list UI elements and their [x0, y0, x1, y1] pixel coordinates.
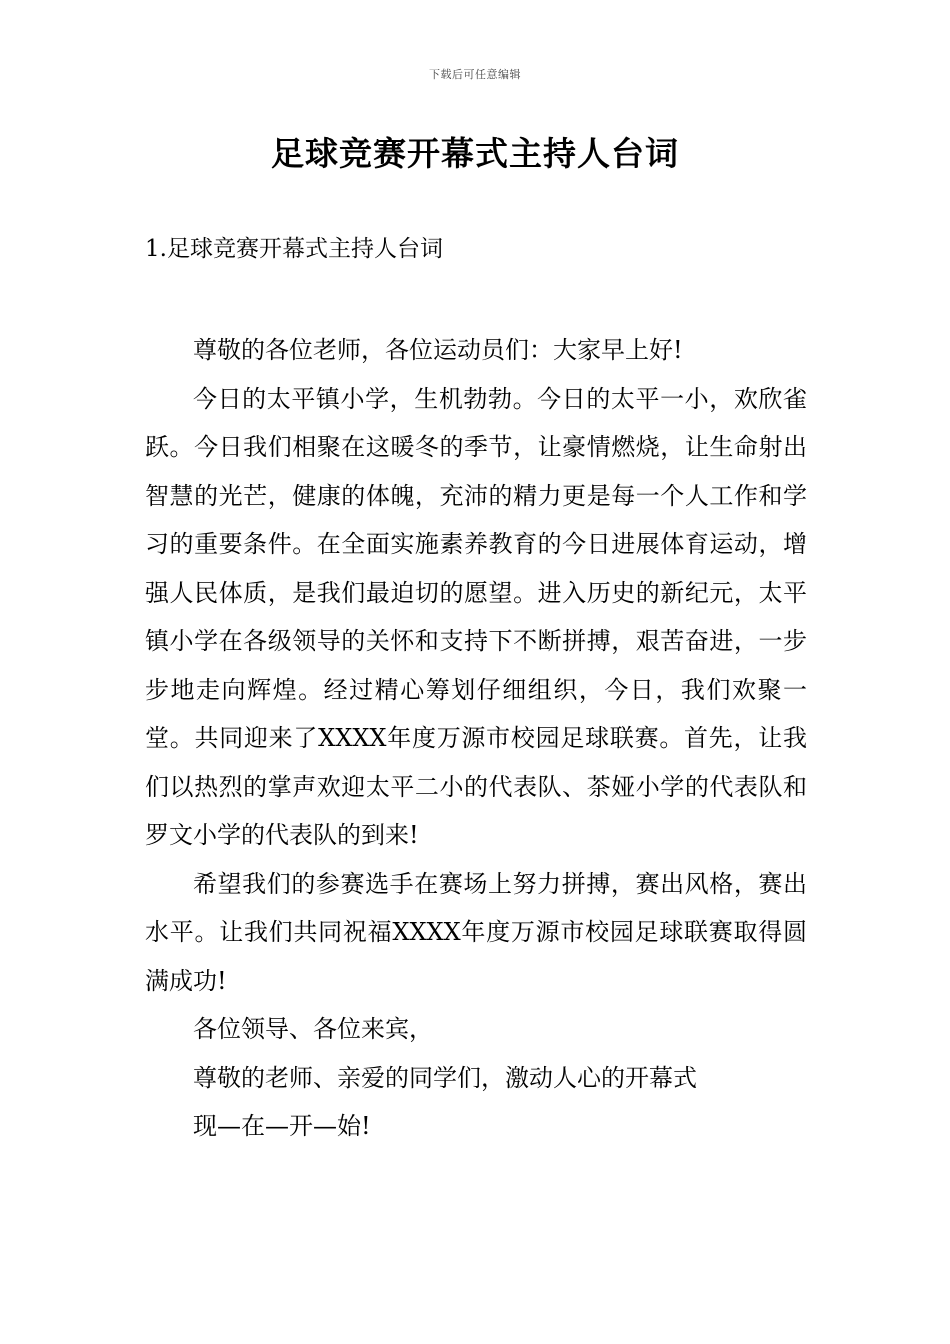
paragraph-address-teachers: 尊敬的老师、亲爱的同学们，激动人心的开幕式	[193, 1063, 697, 1092]
header-note: 下载后可任意编辑	[429, 68, 521, 81]
paragraph-address-leaders: 各位领导、各位来宾，	[193, 1015, 433, 1043]
paragraph-greeting: 尊敬的各位老师，各位运动员们：大家早上好!	[193, 336, 683, 364]
paragraph-start: 现—在—开—始!	[193, 1112, 371, 1140]
paragraph-wishes: 希望我们的参赛选手在赛场上努力拼搏，赛出风格，赛出水平。让我们共同祝福XXXX年度万源市校园足球联赛取得圆满成功!	[145, 869, 807, 995]
paragraph-opening: 今日的太平镇小学，生机勃勃。今日的太平一小，欢欣雀跃。今日我们相聚在这暖冬的季节，让豪情燃烧，让生命射出智慧的光芒，健康的体魄，充沛的精力更是每一个人工作和学习的重要条件。在全面实施素养教育的今日进展体育运动，增强人民体质，是我们最迫切的愿望。进入历史的新纪元，太平镇小学在各级领导的关怀和支持下不断拼搏，艰苦奋进，一步步地走向辉煌。经过精心筹划仔细组织，今日，我们欢聚一堂。共同迎来了XXXX年度万源市校园足球联赛。首先，让我们以热烈的掌声欢迎太平二小的代表队、茶娅小学的代表队和罗文小学的代表队的到来!	[145, 384, 807, 849]
section-heading: 1.足球竞赛开幕式主持人台词	[145, 236, 443, 262]
document-body	[145, 326, 807, 1151]
document-title: 足球竞赛开幕式主持人台词	[271, 134, 679, 173]
